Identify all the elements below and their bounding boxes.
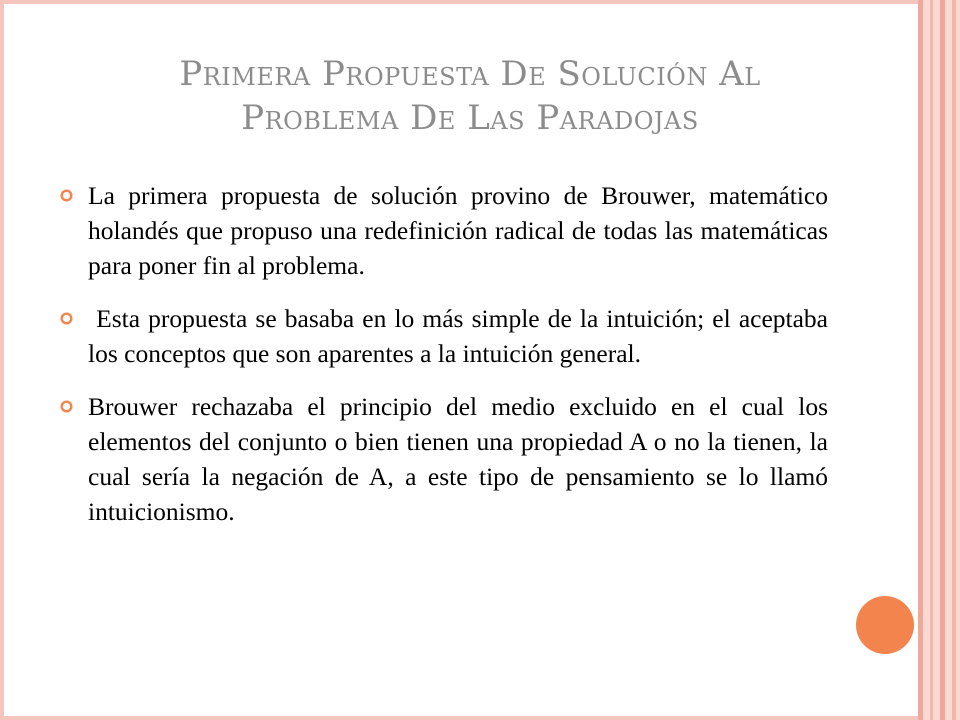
border-left (0, 0, 4, 720)
border-bottom (0, 716, 922, 720)
bullet-list (60, 178, 835, 547)
ring-bullet-icon (60, 312, 73, 325)
bullet-text: La primera propuesta de solución provino de Brouwer, matemático holandés que propuso una redefinición radical de todas las matemáticas para poner fin al problema. (88, 181, 828, 280)
border-top (0, 0, 922, 4)
bullet-text: Esta propuesta se basaba en lo más simple de la intuición; el aceptaba los conceptos que son aparentes a la intuición general. (88, 304, 835, 368)
bullet-item (60, 301, 835, 371)
bullet-text: Brouwer rechazaba el principio del medio excluido en el cual los elementos del conjunto o bien tienen una propiedad A o no la tienen, la cual sería la negación de A, a este tipo de pensamiento se lo llamó intuicionismo. (88, 392, 828, 526)
bullet-item (60, 389, 828, 529)
right-stripe (930, 0, 933, 720)
slide-title-line: Primera Propuesta De Solución Al (179, 54, 761, 94)
slide-title (80, 52, 860, 140)
right-stripe (952, 0, 956, 720)
ring-bullet-icon (60, 400, 73, 413)
decorative-circle (856, 596, 914, 654)
right-stripe (918, 0, 923, 720)
ring-bullet-icon (60, 189, 73, 202)
bullet-item (60, 178, 828, 283)
slide-title-line: Problema De Las Paradojas (241, 98, 699, 138)
right-stripe (940, 0, 945, 720)
